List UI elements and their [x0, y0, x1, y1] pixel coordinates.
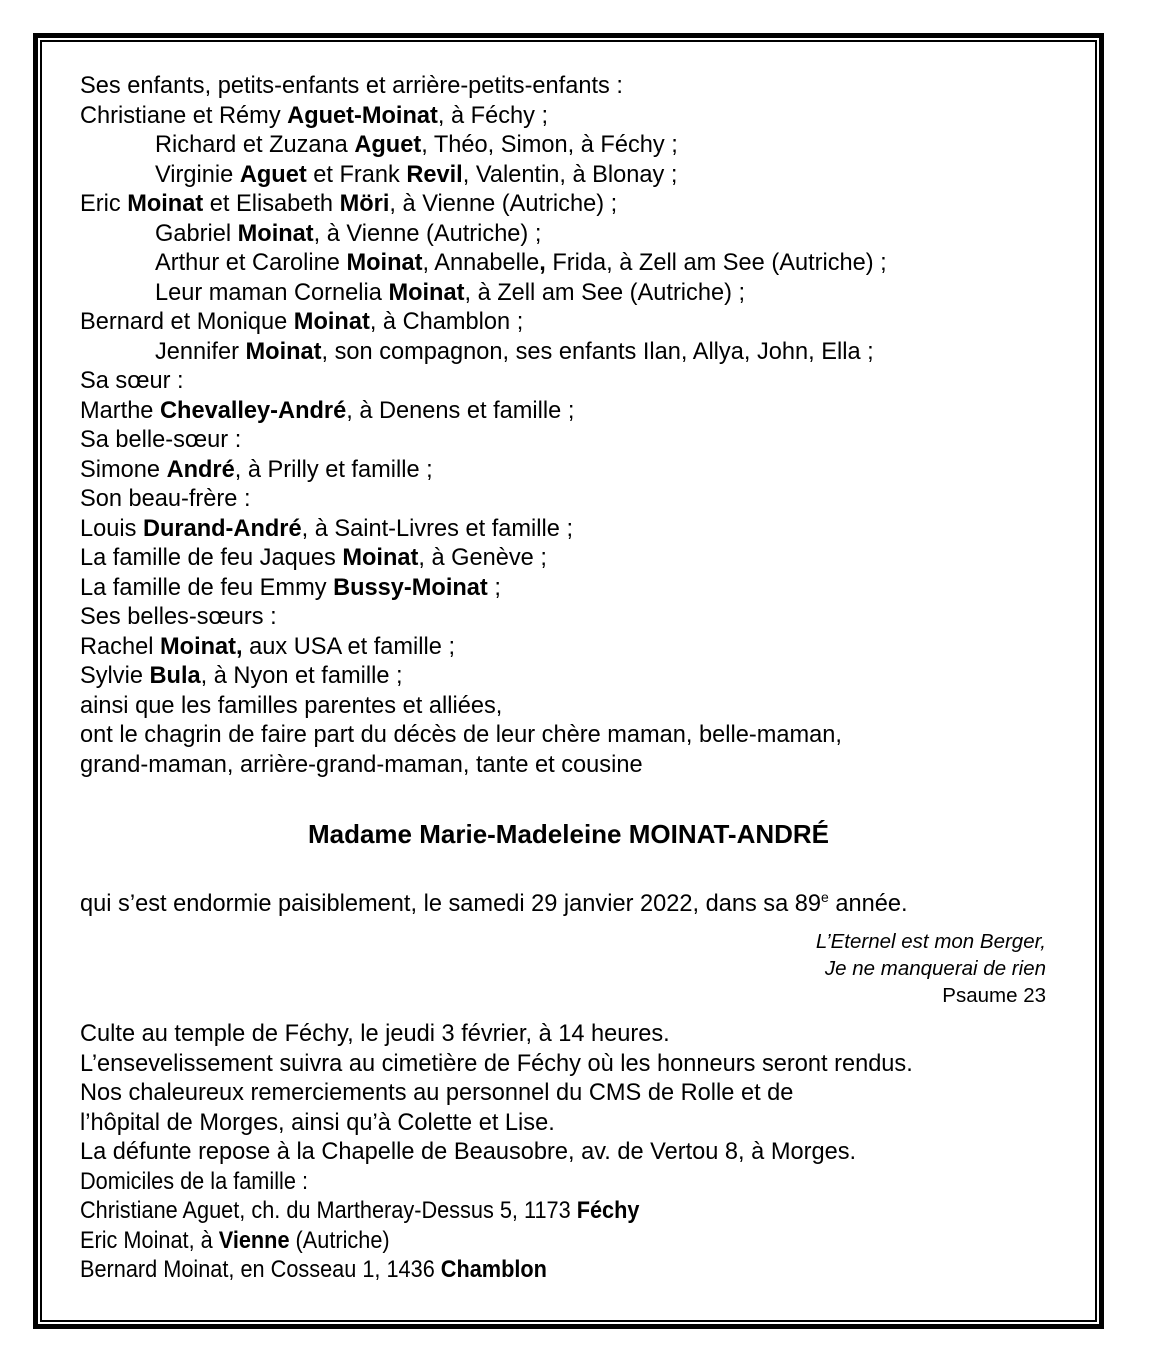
text: , à Féchy ; — [437, 102, 549, 129]
ceremony-line: L’ensevelissement suivra au cimetière de Féchy où les honneurs seront rendus. — [80, 1050, 913, 1077]
surname: Moinat — [293, 309, 370, 335]
quote-line — [816, 929, 1046, 955]
family-heading: Son beau-frère : — [80, 486, 251, 512]
family-line: ainsi que les familles parentes et alliées, — [80, 692, 503, 719]
text: , à Zell am See (Autriche) ; — [464, 279, 746, 306]
text: qui s’est endormie paisiblement, le samedi 29 janvier 2022, dans sa 89 — [80, 891, 822, 917]
quote-text: L’Eternel est mon Berger, — [815, 930, 1046, 953]
text: Simone — [80, 456, 167, 483]
text: aux USA et famille ; — [242, 633, 456, 660]
text: et Frank — [306, 161, 407, 188]
text: , Valentin, à Blonay ; — [462, 161, 678, 188]
family-line — [80, 456, 433, 484]
text: Gabriel — [155, 220, 238, 247]
surname: Aguet-Moinat — [287, 102, 438, 129]
text: Bernard Moinat, en Cosseau 1, 1436 — [80, 1257, 441, 1283]
surname: Moinat — [346, 250, 423, 276]
surname: Aguet — [239, 161, 307, 188]
text: Virginie — [155, 161, 240, 188]
text: La famille de feu Emmy — [80, 574, 334, 601]
text: Bernard et Monique — [80, 309, 294, 335]
quote-text: Je ne manquerai de rien — [824, 957, 1046, 980]
text: , à Genève ; — [418, 545, 547, 571]
bold-comma: , — [539, 250, 546, 276]
family-line — [155, 249, 887, 277]
text: Rachel — [80, 633, 160, 660]
family-line — [80, 633, 455, 661]
family-line — [155, 161, 677, 189]
family-line — [155, 338, 874, 366]
family-line — [80, 397, 574, 425]
family-line — [80, 102, 548, 130]
text: Richard et Zuzana — [155, 132, 355, 158]
text: Eric Moinat, à — [80, 1227, 219, 1254]
domicile-line — [80, 1197, 688, 1225]
text: , à Vienne (Autriche) ; — [389, 191, 618, 217]
quote-source: Psaume 23 — [942, 984, 1046, 1007]
family-line — [80, 544, 547, 572]
domicile-line — [80, 1256, 588, 1284]
surname: Moinat — [237, 220, 314, 247]
text: Christiane Aguet, ch. du Martheray-Dessus 5, 1173 — [80, 1198, 577, 1224]
text: , à Nyon et famille ; — [200, 663, 403, 689]
text: Jennifer — [155, 338, 246, 365]
surname: Moinat — [342, 545, 419, 571]
text: Louis — [80, 515, 143, 542]
surname: Aguet — [354, 132, 422, 158]
family-line — [80, 308, 523, 336]
text: Arthur et Caroline — [155, 250, 347, 276]
text: et Elisabeth — [203, 191, 340, 217]
deceased-name: Madame Marie-Madeleine MOINAT-ANDRÉ — [307, 819, 830, 849]
ordinal-superscript: e — [821, 889, 829, 905]
surname: Moinat — [388, 279, 465, 306]
text: , à Vienne (Autriche) ; — [313, 220, 542, 247]
family-line — [80, 515, 573, 543]
surname: Revil — [406, 161, 463, 188]
text: Frida, à Zell am See (Autriche) ; — [545, 250, 887, 276]
surname: Durand-André — [142, 515, 302, 542]
ceremony-line: Culte au temple de Féchy, le jeudi 3 février, à 14 heures. — [80, 1021, 670, 1047]
quote-line — [825, 956, 1046, 982]
surname: Moinat — [245, 338, 322, 365]
text: Sylvie — [80, 663, 150, 689]
text: , son compagnon, ses enfants Ilan, Allya, John, Ella ; — [321, 338, 874, 365]
text: année. — [828, 891, 908, 917]
text: Domiciles de la famille : — [80, 1168, 309, 1195]
town: Féchy — [576, 1198, 640, 1224]
family-line — [80, 574, 501, 602]
family-heading: Sa sœur : — [80, 368, 184, 394]
town: Chamblon — [440, 1257, 547, 1283]
text: Christiane et Rémy — [80, 102, 288, 129]
family-line: ont le chagrin de faire part du décès de leur chère maman, belle-maman, — [80, 722, 842, 748]
ceremony-line: La défunte repose à la Chapelle de Beausobre, av. de Vertou 8, à Morges. — [80, 1139, 857, 1165]
family-line — [80, 190, 617, 218]
family-line — [155, 131, 678, 159]
family-line: grand-maman, arrière-grand-maman, tante et cousine — [80, 751, 643, 778]
family-heading: Sa belle-sœur : — [80, 427, 242, 453]
text: Leur maman Cornelia — [155, 279, 389, 306]
ceremony-line: Nos chaleureux remerciements au personnel du CMS de Rolle et de — [80, 1080, 794, 1106]
ceremony-line: l’hôpital de Morges, ainsi qu’à Colette et Lise. — [80, 1109, 555, 1136]
death-notice — [80, 890, 908, 918]
text: , Annabelle — [422, 250, 540, 276]
surname: Moinat, — [160, 633, 243, 660]
family-line — [155, 279, 745, 307]
text: , à Chamblon ; — [369, 309, 524, 335]
surname: Möri — [339, 191, 390, 217]
text: Marthe — [80, 397, 160, 424]
text: , à Saint-Livres et famille ; — [301, 515, 574, 542]
surname: Bussy-Moinat — [333, 574, 488, 601]
surname: Chevalley-André — [160, 397, 347, 424]
domiciles-heading — [80, 1168, 328, 1196]
family-line — [80, 662, 403, 690]
surname: André — [166, 456, 235, 483]
text: (Autriche) — [289, 1227, 390, 1254]
text: Eric — [80, 191, 128, 217]
town: Vienne — [218, 1227, 290, 1254]
text: La famille de feu Jaques — [80, 545, 343, 571]
surname: Bula — [149, 663, 201, 689]
text: ; — [487, 574, 501, 601]
domicile-line — [80, 1227, 417, 1255]
text: , à Prilly et famille ; — [234, 456, 433, 483]
text: , Théo, Simon, à Féchy ; — [421, 132, 678, 158]
family-line: Ses enfants, petits-enfants et arrière-petits-enfants : — [80, 73, 623, 99]
family-heading: Ses belles-sœurs : — [80, 604, 277, 630]
family-line — [155, 220, 541, 248]
text: , à Denens et famille ; — [346, 397, 575, 424]
surname: Moinat — [127, 191, 204, 217]
